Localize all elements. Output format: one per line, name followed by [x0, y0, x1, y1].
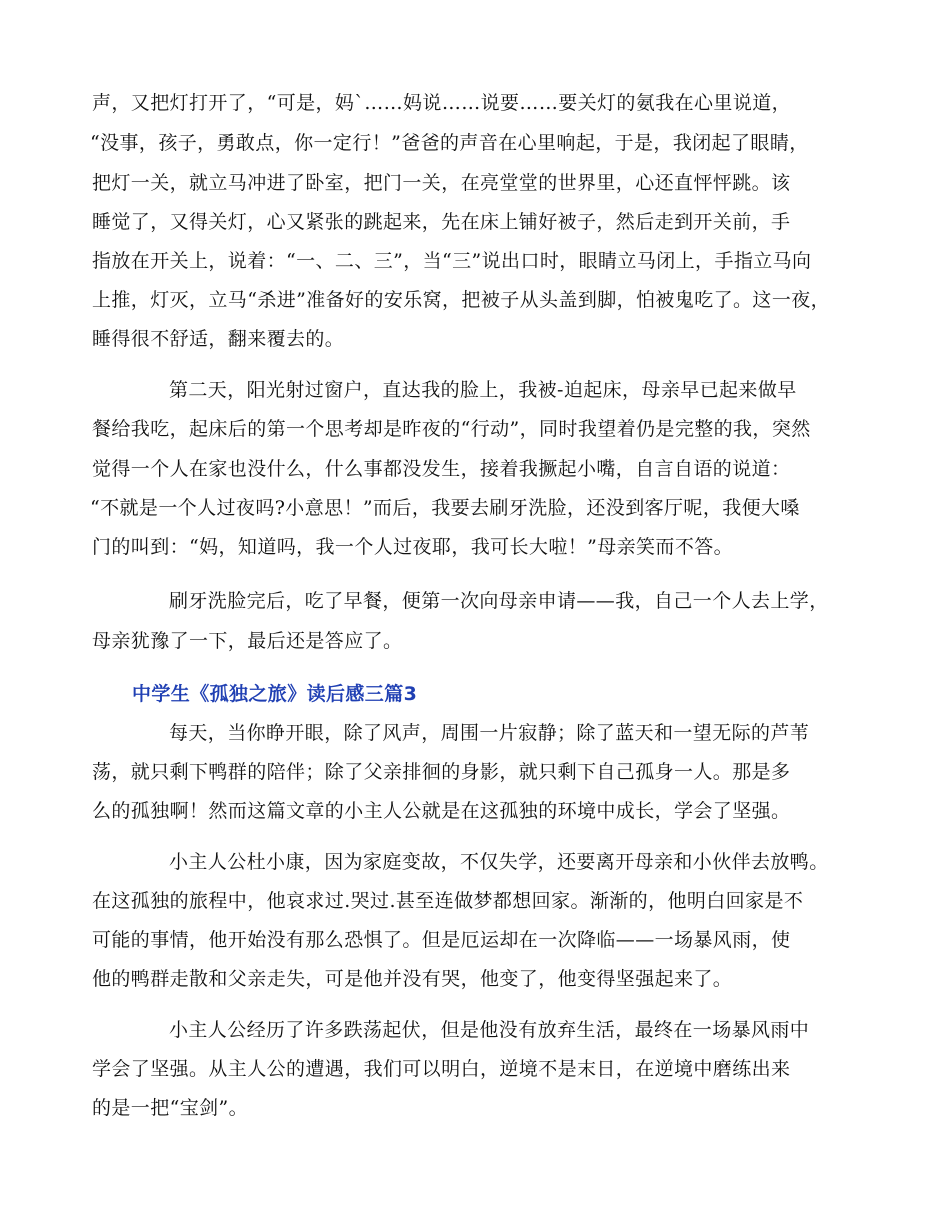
text-line: 的是一把“宝剑”。 [92, 1097, 249, 1119]
text-line: 觉得一个人在家也没什么，什么事都没发生，接着我撅起小嘴，自言自语的说道： [92, 458, 791, 480]
text-line: 在这孤独的旅程中，他哀求过.哭过.甚至连做梦都想回家。渐渐的，他明白回家是不 [92, 890, 804, 912]
text-line: 声，又把灯打开了，“可是，妈`……妈说……说要……要关灯的氨我在心里说道， [92, 92, 792, 114]
text-line: 第二天，阳光射过窗户，直达我的脸上，我被-迫起床，母亲早已起来做早 [169, 379, 797, 401]
section-heading: 中学生《孤独之旅》读后感三篇3 [132, 683, 418, 705]
text-line: “没事，孩子，勇敢点，你一定行！”爸爸的声音在心里响起，于是，我闭起了眼睛， [90, 132, 809, 154]
text-line: 每天，当你睁开眼，除了风声，周围一片寂静；除了蓝天和一望无际的芦苇 [169, 722, 810, 744]
text-line: 学会了坚强。从主人公的遭遇，我们可以明白，逆境不是末日，在逆境中磨练出来 [92, 1058, 791, 1080]
text-line: 睡得很不舒适，翻来覆去的。 [92, 328, 345, 350]
text-line: 么的孤独啊！然而这篇文章的小主人公就是在这孤独的环境中成长，学会了坚强。 [92, 800, 791, 822]
text-line: 小主人公杜小康，因为家庭变故，不仅失学，还要离开母亲和小伙伴去放鸭。 [169, 851, 829, 873]
text-line: 上推，灯灭，立马“杀进”准备好的安乐窝，把被子从头盖到脚，怕被鬼吃了。这一夜， [92, 289, 831, 311]
text-line: 母亲犹豫了一下，最后还是答应了。 [92, 630, 403, 652]
text-line: 门的叫到：“妈，知道吗，我一个人过夜耶，我可长大啦！”母亲笑而不答。 [92, 536, 734, 558]
text-line: 睡觉了，又得关灯，心又紧张的跳起来，先在床上铺好被子，然后走到开关前，手 [92, 211, 791, 233]
text-line: 指放在开关上，说着：“一、二、三”，当“三”说出口时，眼睛立马闭上，手指立马向 [92, 250, 812, 272]
text-line: 把灯一关，就立马冲进了卧室，把门一关，在亮堂堂的世界里，心还直怦怦跳。该 [92, 172, 791, 194]
text-line: 他的鸭群走散和父亲走失，可是他并没有哭，他变了，他变得坚强起来了。 [92, 968, 733, 990]
text-line: 刷牙洗脸完后，吃了早餐，便第一次向母亲申请——我，自己一个人去上学， [169, 590, 829, 612]
text-line: 可能的事情，他开始没有那么恐惧了。但是厄运却在一次降临——一场暴风雨，使 [92, 929, 791, 951]
text-line: 荡，就只剩下鸭群的陪伴；除了父亲排徊的身影，就只剩下自己孤身一人。那是多 [92, 761, 791, 783]
text-line: “不就是一个人过夜吗?小意思！”而后，我要去刷牙洗脸，还没到客厅呢，我便大嗓 [90, 497, 800, 519]
text-line: 小主人公经历了许多跌荡起伏，但是他没有放弃生活，最终在一场暴风雨中 [169, 1019, 810, 1041]
text-line: 餐给我吃，起床后的第一个思考却是昨夜的“行动”，同时我望着仍是完整的我，突然 [92, 418, 811, 440]
